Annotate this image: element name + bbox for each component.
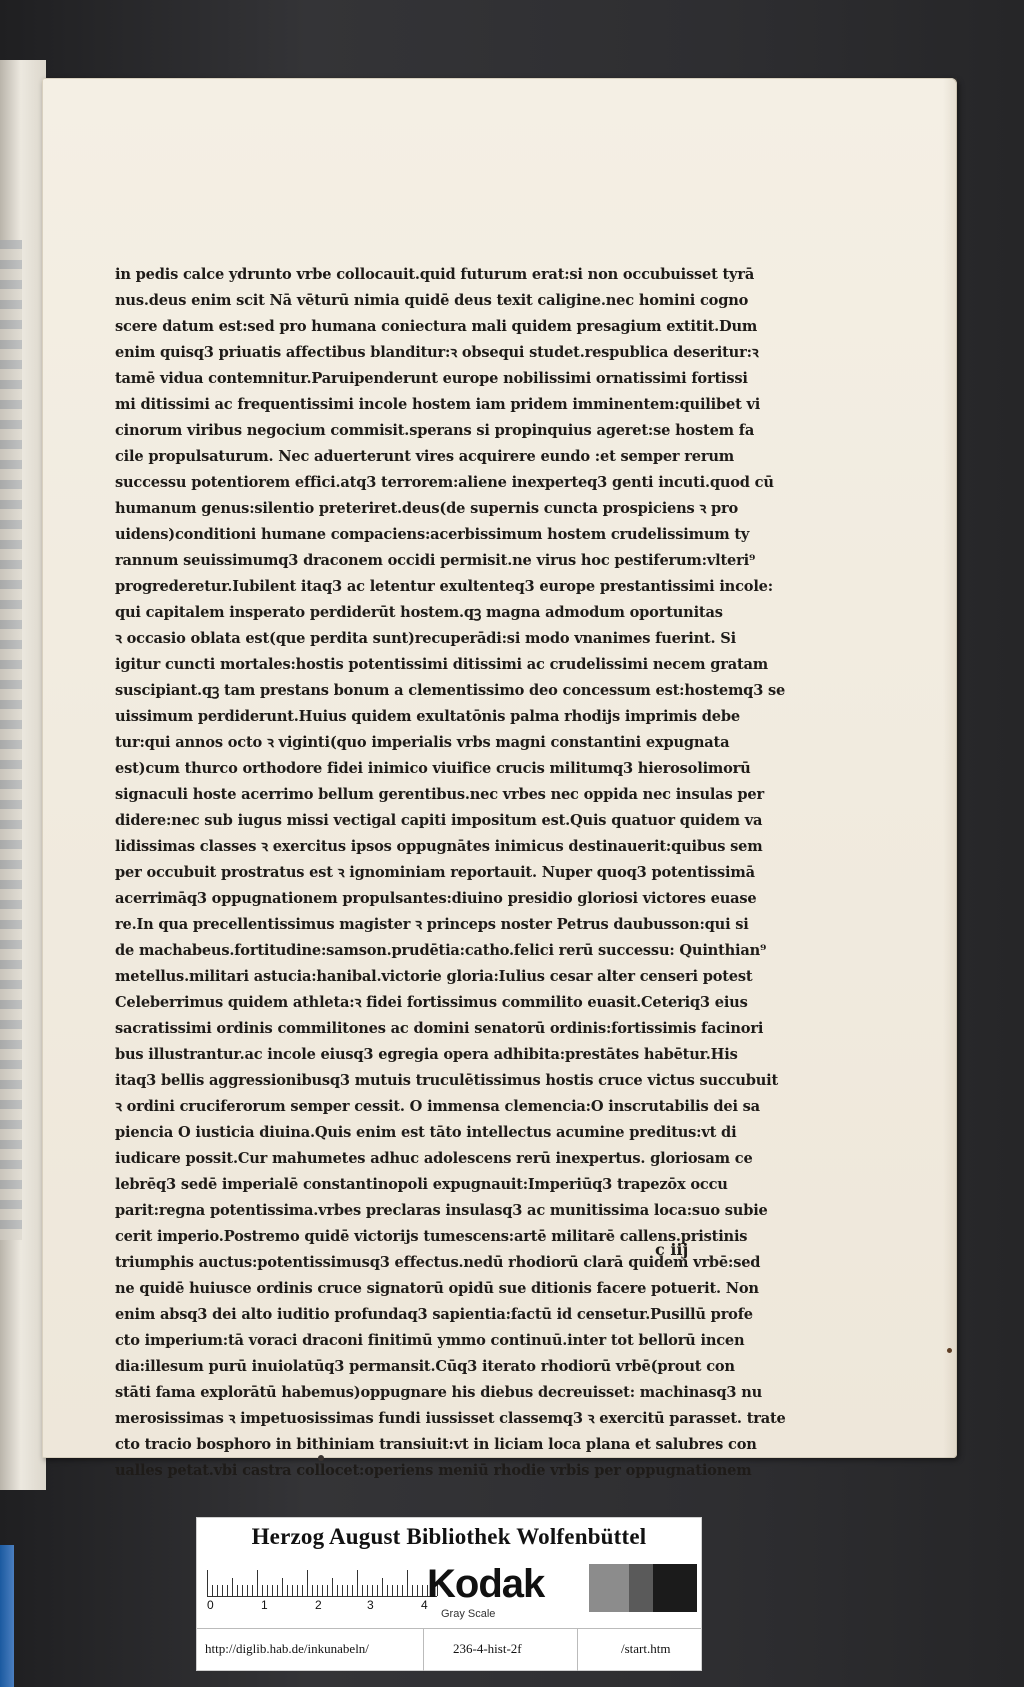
kodak-logo: Kodak (427, 1562, 545, 1606)
ruler-tick (352, 1585, 353, 1596)
ruler-tick (407, 1570, 408, 1596)
text-line: est)cum thurco orthodore fidei inimico viuifice crucis militumq3 hierosolimorū (115, 760, 751, 777)
ruler-tick (327, 1585, 328, 1596)
library-title: Herzog August Bibliothek Wolfenbüttel (251, 1524, 647, 1549)
ruler-tick (357, 1570, 358, 1596)
text-line: ne quidē huiusce ordinis cruce signatorū opidū sue ditionis facere potuerit. Non (115, 1280, 759, 1297)
ruler-tick (227, 1585, 228, 1596)
text-line: Celeberrimus quidem athleta:ꝛ fidei fortissimus commilito euasit.Ceteriq3 eius (115, 994, 748, 1011)
text-line: cile propulsaturum. Nec aduerterunt vires acquirere eundo :et semper rerum (115, 448, 735, 465)
ruler-tick (372, 1585, 373, 1596)
ruler-tick (377, 1585, 378, 1596)
text-line: humanum genus:silentio preteriret.deus(de supernis cuncta prospiciens ꝛ pro (115, 500, 739, 517)
page-text-block (115, 262, 915, 1484)
ruler-labels (207, 1598, 437, 1614)
start-page-link: /start.htm (621, 1641, 671, 1656)
gray-swatch-light (589, 1564, 629, 1612)
ruler-tick (317, 1585, 318, 1596)
text-line: in pedis calce ydrunto vrbe collocauit.quid futurum erat:si non occubuisset tyrā (115, 266, 755, 283)
ruler-label: 1 (261, 1598, 268, 1612)
gray-scale-label: Gray Scale (441, 1608, 496, 1620)
ruler-tick (232, 1578, 233, 1596)
text-line: nus.deus enim scit Nā vēturū nimia quidē deus texit caligine.nec homini cogno (115, 292, 749, 309)
ruler-tick (312, 1585, 313, 1596)
text-line: rannum seuissimumq3 draconem occidi permisit.ne virus hoc pestiferum:vlteri⁹ (115, 552, 756, 569)
ruler-tick (252, 1585, 253, 1596)
text-line: stāti fama explorātū habemus)oppugnare his diebus decreuisset: machinasq3 nu (115, 1384, 763, 1401)
ruler-tick (212, 1585, 213, 1596)
text-line: mi ditissimi ac frequentissimi incole hostem iam pridem imminentem:quilibet vi (115, 396, 761, 413)
text-line: scere datum est:sed pro humana coniectura mali quidem presagium extitit.Dum (115, 318, 758, 335)
color-calibration-strip (0, 1545, 14, 1687)
measurement-ruler (207, 1566, 437, 1597)
ruler-tick (262, 1585, 263, 1596)
text-line: enim quisq3 priuatis affectibus blanditur:ꝛ obsequi studet.respublica deseritur:ꝛ (115, 344, 759, 361)
text-line: lebrēq3 sedē imperialē constantinopoli expugnauit:Imperiūq3 trapezōx occu (115, 1176, 728, 1193)
left-page-text-bleed (0, 240, 22, 1240)
text-line: successu potentiorem effici.atq3 terrorem:aliene inexperteq3 genti incuti.quod cū (115, 474, 774, 491)
text-line: acerrimāq3 oppugnationem propulsantes:diuino presidio gloriosi victores euase (115, 890, 757, 907)
text-line: cinorum viribus negocium commisit.sperans si propinquius ageret:se hostem fa (115, 422, 755, 439)
text-line: cerit imperio.Postremo quidē victorijs tumescens:artē militarē callens.pristinis (115, 1228, 748, 1245)
calibration-card (196, 1517, 702, 1671)
digital-library-url: http://diglib.hab.de/inkunabeln/ (205, 1641, 369, 1656)
ruler-tick (247, 1585, 248, 1596)
ruler-tick (292, 1585, 293, 1596)
text-line: uidens)conditioni humane compaciens:acerbissimum hostem crudelissimum ty (115, 526, 750, 543)
ruler-tick (237, 1585, 238, 1596)
text-line: itaq3 bellis aggressionibusq3 mutuis truculētissimus hostis cruce victus succubuit (115, 1072, 779, 1089)
text-line: cto imperium:tā voraci draconi finitimū ymmo continuū.inter tot bellorū incen (115, 1332, 745, 1349)
text-line: igitur cuncti mortales:hostis potentissimi ditissimi ac crudelissimi necem gratam (115, 656, 768, 673)
text-line: uissimum perdiderunt.Huius quidem exultatōnis palma rhodijs imprimis debe (115, 708, 740, 725)
ruler-tick (222, 1585, 223, 1596)
ruler-tick (362, 1585, 363, 1596)
ruler-tick (342, 1585, 343, 1596)
footer-divider (423, 1629, 424, 1671)
ruler-tick (297, 1585, 298, 1596)
text-line: merosissimas ꝛ impetuosissimas fundi iussisset classemq3 ꝛ exercitū parasset. trate (115, 1410, 786, 1427)
ruler-tick (282, 1578, 283, 1596)
ruler-tick (412, 1585, 413, 1596)
text-line: re.In qua precellentissimus magister ꝛ princeps noster Petrus daubusson:qui si (115, 916, 749, 933)
text-line: de machabeus.fortitudine:samson.prudētia:catho.felici rerū successu: Quinthian⁹ (115, 942, 767, 959)
text-line: didere:nec sub iugus missi vectigal capiti impositum est.Quis quatuor quidem va (115, 812, 763, 829)
ruler-label: 3 (367, 1598, 374, 1612)
ruler-tick (307, 1570, 308, 1596)
ruler-tick (422, 1585, 423, 1596)
text-line: enim absq3 dei alto iuditio profundaq3 sapientia:factū id censetur.Pusillū profe (115, 1306, 753, 1323)
ruler-label: 2 (315, 1598, 322, 1612)
text-line: piencia O iusticia diuina.Quis enim est tāto intellectus acumine preditus:vt di (115, 1124, 737, 1141)
ruler-tick (347, 1585, 348, 1596)
ruler-tick (287, 1585, 288, 1596)
gray-swatch-dark (653, 1564, 697, 1612)
ruler-tick (277, 1585, 278, 1596)
page-edge-mark (947, 1348, 952, 1353)
text-line: ꝛ occasio oblata est(que perdita sunt)recuperādi:si modo vnanimes fuerint. Si (115, 630, 736, 647)
shelfmark: 236-4-hist-2f (453, 1641, 522, 1656)
text-line: bus illustrantur.ac incole eiusq3 egregia opera adhibita:prestātes habētur.His (115, 1046, 738, 1063)
text-line: per occubuit prostratus est ꝛ ignominiam reportauit. Nuper quoq3 potentissimā (115, 864, 755, 881)
ruler-tick (387, 1585, 388, 1596)
text-line: progrederetur.Iubilent itaq3 ac letentur exultenteq3 europe prestantissimi incole: (115, 578, 773, 595)
text-line: signaculi hoste acerrimo bellum gerentibus.nec vrbes nec oppida nec insulas per (115, 786, 764, 803)
ruler-tick (207, 1570, 208, 1596)
ruler-tick (302, 1585, 303, 1596)
ruler-label: 0 (207, 1598, 214, 1612)
text-line: sacratissimi ordinis commilitones ac domini senatorū ordinis:fortissimis facinori (115, 1020, 764, 1037)
ruler-tick (272, 1585, 273, 1596)
text-line: parit:regna potentissima.vrbes preclaras insulasq3 ac munitissima loca:suo subie (115, 1202, 768, 1219)
ruler-tick (402, 1585, 403, 1596)
gray-swatch-white (549, 1564, 589, 1612)
ruler-tick (242, 1585, 243, 1596)
text-line: tamē vidua contemnitur.Paruipenderunt europe nobilissimi ornatissimi fortissi (115, 370, 748, 387)
text-line: dia:illesum purū inuiolatūq3 permansit.Cūq3 iterato rhodiorū vrbē(prout con (115, 1358, 735, 1375)
text-line: tur:qui annos octo ꝛ viginti(quo imperialis vrbs magni constantini expugnata (115, 734, 730, 751)
ruler-tick (417, 1585, 418, 1596)
ruler-tick (267, 1585, 268, 1596)
footer-divider (577, 1629, 578, 1671)
text-line: ꝛ ordini cruciferorum semper cessit. O immensa clemencia:O inscrutabilis dei sa (115, 1098, 760, 1115)
page-signature: c iij (655, 1240, 689, 1259)
gray-swatch-mid (629, 1564, 653, 1612)
text-line: cto tracio bosphoro in bithiniam transiuit:vt in liciam loca plana et salubres con (115, 1436, 757, 1453)
ruler-tick (337, 1585, 338, 1596)
ruler-tick (332, 1578, 333, 1596)
text-line: iudicare possit.Cur mahumetes adhuc adolescens rerū inexpertus. gloriosam ce (115, 1150, 753, 1167)
ruler-tick (392, 1585, 393, 1596)
text-line: lidissimas classes ꝛ exercitus ipsos oppugnātes inimicus destinauerit:quibus sem (115, 838, 763, 855)
ruler-tick (322, 1585, 323, 1596)
text-line: qui capitalem insperato perdiderūt hostem.qꝫ magna admodum oportunitas (115, 604, 723, 621)
text-line: metellus.militari astucia:hanibal.victorie gloria:Iulius cesar alter censeri potest (115, 968, 753, 985)
text-line: ualles petat.vbi castra collocet:operiens meniū rhodie vrbis per oppugnationem (115, 1462, 752, 1479)
ruler-tick (257, 1570, 258, 1596)
ruler-tick (367, 1585, 368, 1596)
text-line: triumphis auctus:potentissimusq3 effectus.nedū rhodiorū clarā quidem vrbē:sed (115, 1254, 761, 1271)
ruler-label: 4 (421, 1598, 428, 1612)
text-line: suscipiant.qꝫ tam prestans bonum a clementissimo deo concessum est:hostemq3 se (115, 682, 786, 699)
ruler-tick (382, 1578, 383, 1596)
ruler-tick (217, 1585, 218, 1596)
ruler-tick (397, 1585, 398, 1596)
card-footer (197, 1628, 701, 1671)
